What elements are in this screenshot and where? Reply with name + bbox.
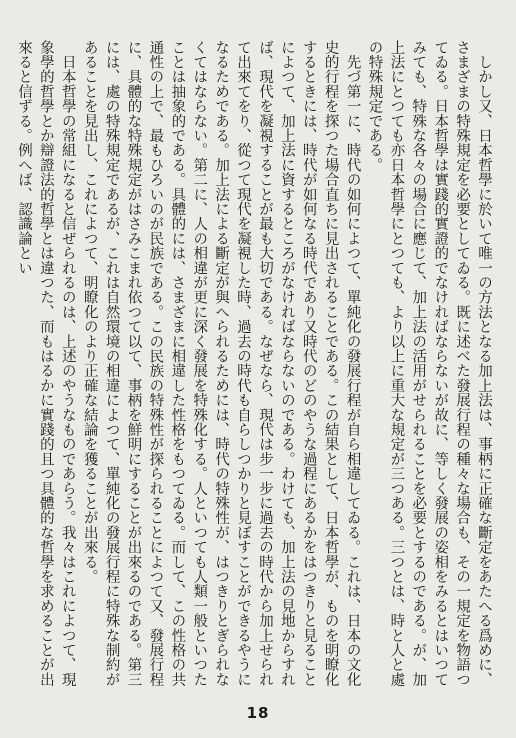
vertical-text-body [15, 40, 494, 688]
paragraph: 先づ第一に、時代の如何によつて、單純化の發展行程が自ら相違してゐる。これは、日本の文化史的行程を探つた場合直ちに見出されることである。この結果として、日本哲學が、ものを明瞭化するときには、時代が如何なる時代であり又時代のどのやうな過程にあるかをはつきりと見ることによつて、加上法に資するところがなければならないのである。わけても、加上法の見地からすれば、現代を凝視することが最も大切である。なぜなら、現代は步一步に過去の時代から加上せられて出來てをり、從つて現代を凝視した時、過去の時代も自らしつかりと見ぼすことができるやうになるためである。加上法による斷定が與へられるためには、時代の特殊性が、はつきりとぎられなくてはならない。第二に、人の相違が更に深く發展を特殊化する。人といつても人類一般といつたことは抽象的である。具體的には、さまざまに相違した性格をもつてゐる。而して、この性格の共通性の上で、最もひろいのが民族である。この民族の特殊性が探られることによつて又、發展行程に、具體的な特殊規定がはさみこまれ依つて以て、事柄を鮮明にすることが出來るのである。第三には、處の特殊規定であるが、これは自然環境の相違によつて、單純化の發展行程に特殊な制約があることを見出し、これによつて、明瞭化のより正確な結論を獲ることが出來る。 [81, 40, 361, 687]
page-number: 18 [246, 704, 270, 722]
paragraph: 日本哲學の常組になると信ぜられるのは、上述のやうなものであらう。我々はこれによつて、現象學的哲學とか辯證法的哲學とは違つた、而もはるかに實踐的且つ具體的な哲學を求めることが出來ると信ずる。例へば、認識論とい [15, 40, 76, 687]
paragraph: しかし又、日本哲學に於いて唯一の方法となる加上法は、事柄に正確な斷定をあたへる爲めに、さまざまの特殊規定を必要としてゐる。既に述べた發展行程の種々な場合も、その一規定を物語つてゐる。日本哲學は實踐的實證的でなければならないが故に、等しく發展の姿相をみるとはいつてみても、特殊な各々の場合に應じて、加上法の活用がせられることを必要とするのである。が、加上法にとつても亦日本哲學にとつても、より以上に重大な規定が三つある。三つとは、時と人と處の特殊規定である。 [366, 40, 492, 687]
